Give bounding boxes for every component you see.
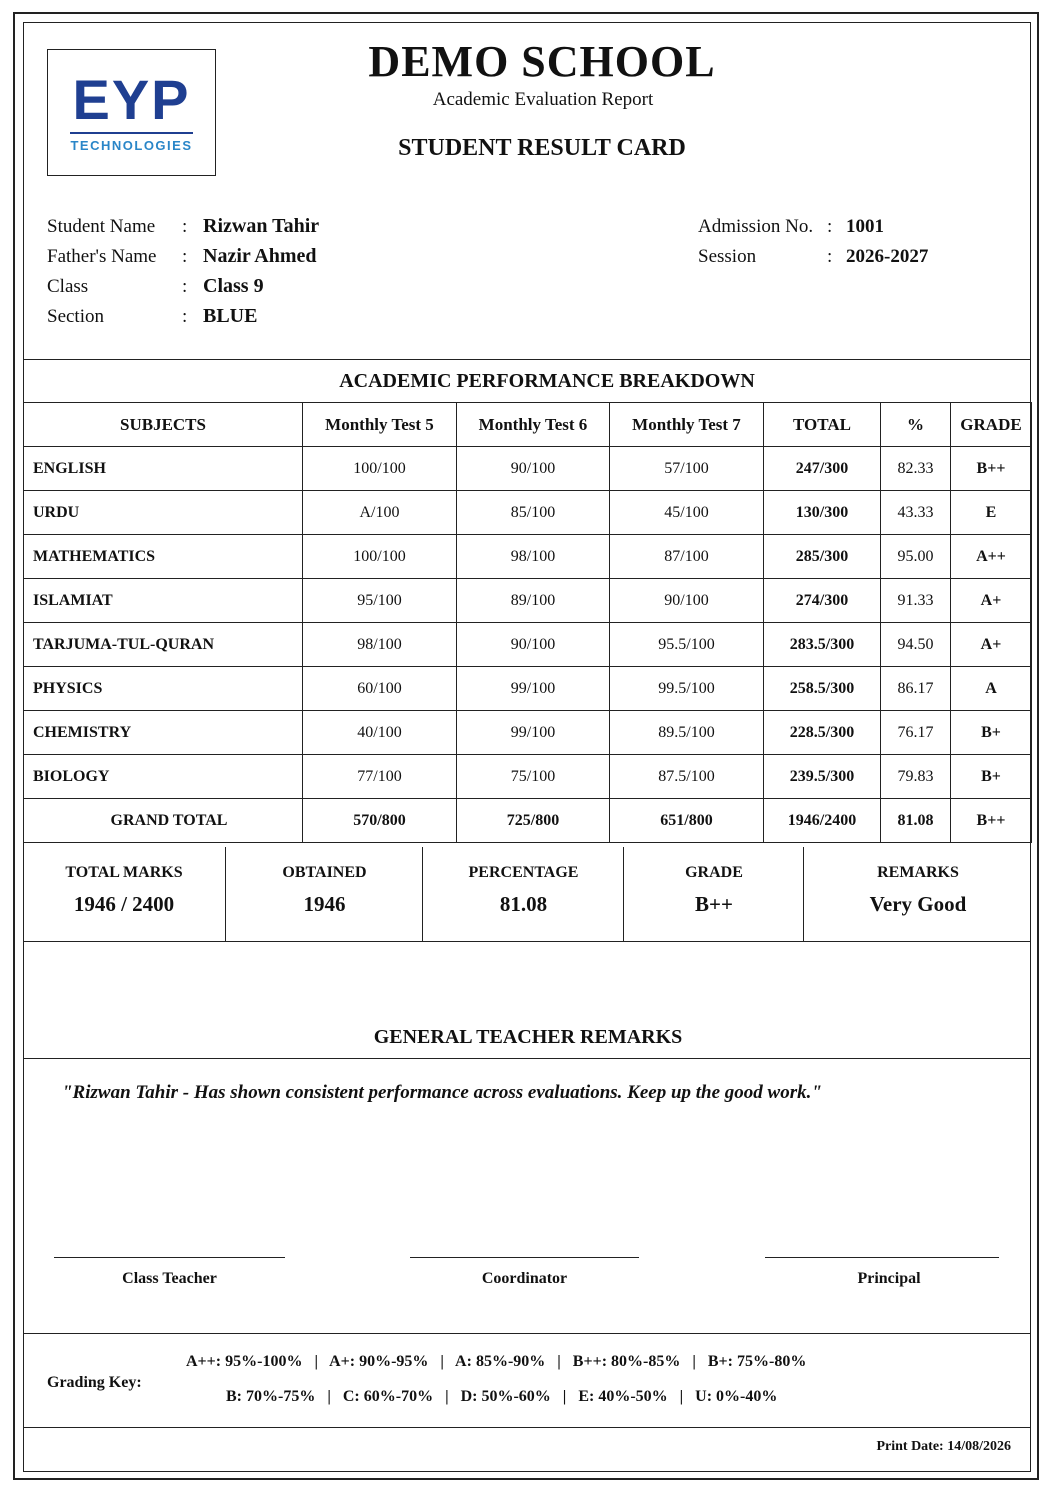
- grand-total-row: [24, 799, 1032, 843]
- subject-cell: PHYSICS: [24, 667, 303, 711]
- colon: :: [182, 246, 188, 267]
- table-cell: 75/100: [457, 755, 610, 799]
- table-cell: 79.83: [881, 755, 951, 799]
- table-cell: 91.33: [881, 579, 951, 623]
- logo-rule: [70, 132, 193, 134]
- summary-label: TOTAL MARKS: [65, 864, 183, 881]
- session-value: 2026-2027: [846, 246, 929, 267]
- column-header: Monthly Test 7: [610, 403, 764, 447]
- summary-value: 1946: [303, 892, 346, 916]
- performance-title: ACADEMIC PERFORMANCE BREAKDOWN: [339, 370, 755, 392]
- table-cell: 283.5/300: [764, 623, 881, 667]
- table-cell: 239.5/300: [764, 755, 881, 799]
- summary-value: 81.08: [499, 892, 548, 916]
- table-cell: A++: [951, 535, 1032, 579]
- table-row: [24, 711, 1032, 755]
- signature-line-coordinator: [410, 1257, 639, 1258]
- grand-total-cell: 651/800: [610, 799, 764, 843]
- table-cell: 99/100: [457, 711, 610, 755]
- summary-percentage: [422, 847, 624, 941]
- table-row: [24, 579, 1032, 623]
- student-name-label: Student Name: [47, 216, 156, 237]
- divider: [23, 1427, 1031, 1428]
- divider: [23, 1058, 1031, 1059]
- admission-value: 1001: [846, 216, 884, 237]
- signature-label-coordinator: Coordinator: [481, 1270, 568, 1287]
- table-cell: 247/300: [764, 447, 881, 491]
- school-name: DEMO SCHOOL: [368, 37, 716, 86]
- summary-value: 1946 / 2400: [73, 892, 175, 916]
- table-row: [24, 755, 1032, 799]
- table-cell: A+: [951, 623, 1032, 667]
- summary-label: PERCENTAGE: [468, 864, 579, 881]
- table-cell: 90/100: [610, 579, 764, 623]
- table-cell: 99/100: [457, 667, 610, 711]
- subject-cell: MATHEMATICS: [24, 535, 303, 579]
- column-header: Monthly Test 5: [303, 403, 457, 447]
- card-title: STUDENT RESULT CARD: [398, 135, 686, 161]
- summary-grade: [623, 847, 804, 941]
- marks-table: [23, 402, 1032, 843]
- table-header-row: [24, 403, 1032, 447]
- table-cell: 57/100: [610, 447, 764, 491]
- grand-total-cell: 1946/2400: [764, 799, 881, 843]
- print-date: Print Date: 14/08/2026: [876, 1439, 1011, 1454]
- summary-value: Very Good: [869, 892, 967, 916]
- table-cell: 274/300: [764, 579, 881, 623]
- summary-total-marks: [23, 847, 225, 941]
- table-cell: 76.17: [881, 711, 951, 755]
- table-cell: 130/300: [764, 491, 881, 535]
- table-cell: 43.33: [881, 491, 951, 535]
- result-summary: [23, 847, 1031, 942]
- section-label: Section: [47, 306, 104, 327]
- table-cell: 40/100: [303, 711, 457, 755]
- table-row: [24, 491, 1032, 535]
- table-cell: 285/300: [764, 535, 881, 579]
- summary-label: OBTAINED: [282, 864, 367, 881]
- table-cell: 89.5/100: [610, 711, 764, 755]
- grand-total-cell: 570/800: [303, 799, 457, 843]
- grading-key-label: Grading Key:: [47, 1374, 142, 1391]
- subject-cell: URDU: [24, 491, 303, 535]
- summary-obtained: [225, 847, 423, 941]
- table-cell: 82.33: [881, 447, 951, 491]
- colon: :: [827, 216, 833, 237]
- table-cell: 77/100: [303, 755, 457, 799]
- logo-subtext: TECHNOLOGIES: [70, 138, 193, 153]
- table-cell: 98/100: [457, 535, 610, 579]
- colon: :: [182, 276, 188, 297]
- student-name-value: Rizwan Tahir: [203, 215, 320, 237]
- table-row: [24, 623, 1032, 667]
- table-cell: A: [951, 667, 1032, 711]
- table-cell: A/100: [303, 491, 457, 535]
- teacher-remarks-text: "Rizwan Tahir - Has shown consistent performance across evaluations. Keep up the good work.": [62, 1082, 822, 1103]
- section-value: BLUE: [203, 305, 258, 327]
- grading-key-line: B: 70%-75% | C: 60%-70% | D: 50%-60% | E: 40%-50% | U: 0%-40%: [226, 1388, 778, 1405]
- table-cell: 94.50: [881, 623, 951, 667]
- grand-total-cell: 81.08: [881, 799, 951, 843]
- grand-total-cell: B++: [951, 799, 1032, 843]
- subject-cell: BIOLOGY: [24, 755, 303, 799]
- table-cell: 86.17: [881, 667, 951, 711]
- column-header: TOTAL: [764, 403, 881, 447]
- report-subtitle: Academic Evaluation Report: [432, 89, 654, 110]
- session-label: Session: [698, 246, 757, 267]
- table-cell: 228.5/300: [764, 711, 881, 755]
- signature-label-class-teacher: Class Teacher: [122, 1270, 217, 1287]
- table-cell: B+: [951, 755, 1032, 799]
- summary-remarks: [803, 847, 1032, 941]
- table-cell: 87.5/100: [610, 755, 764, 799]
- table-cell: E: [951, 491, 1032, 535]
- grand-total-cell: 725/800: [457, 799, 610, 843]
- father-name-label: Father's Name: [47, 246, 157, 267]
- table-cell: 95/100: [303, 579, 457, 623]
- table-cell: 99.5/100: [610, 667, 764, 711]
- table-cell: 45/100: [610, 491, 764, 535]
- table-cell: B++: [951, 447, 1032, 491]
- divider: [23, 1333, 1031, 1334]
- subject-cell: ENGLISH: [24, 447, 303, 491]
- colon: :: [182, 216, 188, 237]
- subject-cell: ISLAMIAT: [24, 579, 303, 623]
- column-header: GRADE: [951, 403, 1032, 447]
- class-label: Class: [47, 276, 89, 297]
- subject-cell: CHEMISTRY: [24, 711, 303, 755]
- class-value: Class 9: [203, 275, 264, 297]
- colon: :: [182, 306, 188, 327]
- admission-label: Admission No.: [698, 216, 814, 237]
- table-cell: 89/100: [457, 579, 610, 623]
- father-name-value: Nazir Ahmed: [203, 245, 317, 267]
- table-cell: 100/100: [303, 535, 457, 579]
- signature-label-principal: Principal: [857, 1270, 921, 1287]
- table-cell: 100/100: [303, 447, 457, 491]
- signature-line-principal: [765, 1257, 999, 1258]
- colon: :: [827, 246, 833, 267]
- logo-wordmark: EYP: [72, 68, 191, 131]
- table-cell: 60/100: [303, 667, 457, 711]
- signature-line-class-teacher: [54, 1257, 285, 1258]
- column-header: %: [881, 403, 951, 447]
- summary-value: B++: [695, 892, 733, 916]
- table-row: [24, 667, 1032, 711]
- table-cell: 98/100: [303, 623, 457, 667]
- summary-label: REMARKS: [877, 864, 959, 881]
- grand-total-label: GRAND TOTAL: [24, 799, 303, 843]
- divider: [23, 359, 1031, 360]
- table-cell: 87/100: [610, 535, 764, 579]
- table-cell: 90/100: [457, 447, 610, 491]
- summary-label: GRADE: [685, 864, 743, 881]
- table-cell: B+: [951, 711, 1032, 755]
- table-row: [24, 447, 1032, 491]
- grading-key-line: A++: 95%-100% | A+: 90%-95% | A: 85%-90% | B++: 80%-85% | B+: 75%-80%: [186, 1353, 807, 1370]
- column-header: SUBJECTS: [24, 403, 303, 447]
- table-cell: 258.5/300: [764, 667, 881, 711]
- subject-cell: TARJUMA-TUL-QURAN: [24, 623, 303, 667]
- column-header: Monthly Test 6: [457, 403, 610, 447]
- table-row: [24, 535, 1032, 579]
- table-cell: A+: [951, 579, 1032, 623]
- table-cell: 95.5/100: [610, 623, 764, 667]
- teacher-remarks-title: GENERAL TEACHER REMARKS: [373, 1026, 683, 1048]
- table-cell: 90/100: [457, 623, 610, 667]
- table-cell: 85/100: [457, 491, 610, 535]
- table-cell: 95.00: [881, 535, 951, 579]
